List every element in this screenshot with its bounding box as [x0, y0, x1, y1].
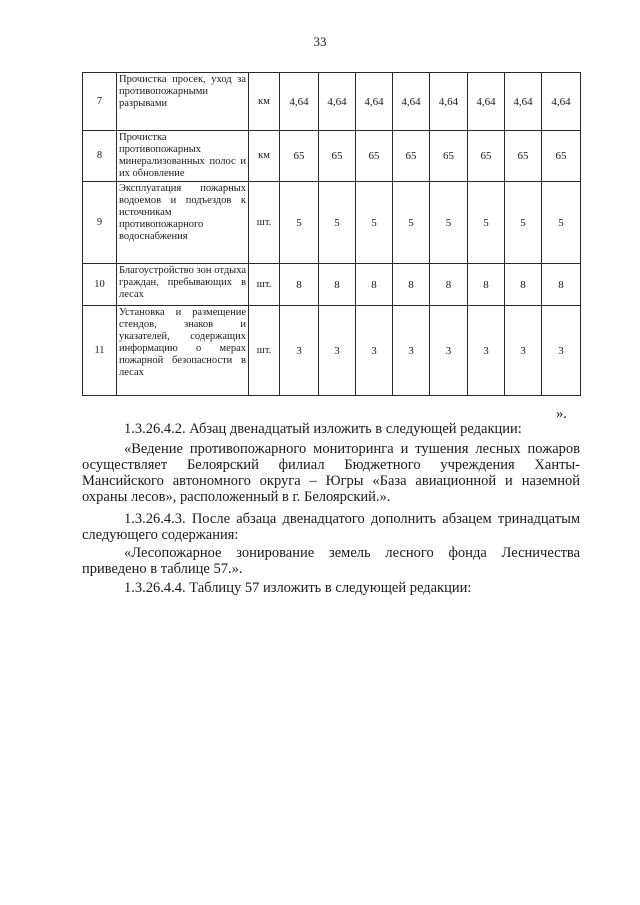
value-cell: 4,64 — [468, 73, 505, 131]
unit-cell: км — [249, 73, 280, 131]
amendment-paragraph-2: «Ведение противопожарного мониторинга и тушения лесных пожаров осуществляет Белоярский филиал Бюджетного учреждения Ханты-Мансийского автономного округа – Югры «База авиационной и наземной охраны лесов», расположенный в г. Белоярский.». — [82, 441, 580, 505]
value-cell: 65 — [468, 131, 505, 182]
value-cell: 4,64 — [356, 73, 393, 131]
value-cell: 8 — [356, 264, 393, 306]
fire-prevention-measures-table — [82, 72, 581, 396]
measure-description-cell: Прочистка противопожарных минерализованных полос и их обновление — [117, 131, 249, 182]
value-cell: 5 — [356, 182, 393, 264]
row-number-cell: 10 — [83, 264, 117, 306]
value-cell: 65 — [356, 131, 393, 182]
value-cell: 8 — [430, 264, 468, 306]
table-row — [83, 131, 581, 182]
value-cell: 5 — [542, 182, 581, 264]
value-cell: 5 — [319, 182, 356, 264]
value-cell: 8 — [393, 264, 430, 306]
value-cell: 3 — [319, 306, 356, 396]
value-cell: 65 — [542, 131, 581, 182]
value-cell: 4,64 — [319, 73, 356, 131]
paragraph-2-block — [82, 441, 580, 505]
unit-cell: шт. — [249, 264, 280, 306]
measure-description-cell: Установка и размещение стендов, знаков и указателей, содержащих информацию о мерах пожарной безопасности в лесах — [117, 306, 249, 396]
unit-cell: км — [249, 131, 280, 182]
row-number-cell: 7 — [83, 73, 117, 131]
row-number-cell: 8 — [83, 131, 117, 182]
value-cell: 8 — [280, 264, 319, 306]
amendment-paragraph-1: 1.3.26.4.2. Абзац двенадцатый изложить в следующей редакции: — [124, 421, 522, 437]
value-cell: 3 — [280, 306, 319, 396]
page-number: 33 — [313, 34, 327, 49]
value-cell: 3 — [430, 306, 468, 396]
value-cell: 4,64 — [430, 73, 468, 131]
value-cell: 4,64 — [280, 73, 319, 131]
measure-description-cell: Эксплуатация пожарных водоемов и подъездов к источникам противопожарного водоснабжения — [117, 182, 249, 264]
value-cell: 65 — [430, 131, 468, 182]
amendment-paragraph-3: 1.3.26.4.3. После абзаца двенадцатого дополнить абзацем тринадцатым следующего содержания: — [82, 511, 580, 543]
value-cell: 5 — [393, 182, 430, 264]
value-cell: 5 — [430, 182, 468, 264]
value-cell: 3 — [542, 306, 581, 396]
value-cell: 8 — [542, 264, 581, 306]
value-cell: 8 — [319, 264, 356, 306]
amendment-paragraph-5: 1.3.26.4.4. Таблицу 57 изложить в следующей редакции: — [124, 580, 472, 596]
value-cell: 65 — [505, 131, 542, 182]
table-row — [83, 73, 581, 131]
value-cell: 5 — [280, 182, 319, 264]
table-row — [83, 182, 581, 264]
row-number-cell: 9 — [83, 182, 117, 264]
closing-quote: ». — [556, 406, 567, 422]
measure-description-cell: Благоустройство зон отдыха граждан, пребывающих в лесах — [117, 264, 249, 306]
value-cell: 65 — [393, 131, 430, 182]
value-cell: 4,64 — [393, 73, 430, 131]
paragraph-1 — [82, 421, 580, 437]
value-cell: 65 — [280, 131, 319, 182]
value-cell: 3 — [468, 306, 505, 396]
value-cell: 8 — [505, 264, 542, 306]
value-cell: 4,64 — [542, 73, 581, 131]
value-cell: 3 — [356, 306, 393, 396]
unit-cell: шт. — [249, 182, 280, 264]
table-row — [83, 264, 581, 306]
paragraph-4-block — [82, 545, 580, 577]
measure-description-cell: Прочистка просек, уход за противопожарными разрывами — [117, 73, 249, 131]
value-cell: 5 — [505, 182, 542, 264]
value-cell: 5 — [468, 182, 505, 264]
value-cell: 8 — [468, 264, 505, 306]
value-cell: 3 — [393, 306, 430, 396]
paragraph-5-block — [82, 580, 580, 596]
row-number-cell: 11 — [83, 306, 117, 396]
unit-cell: шт. — [249, 306, 280, 396]
value-cell: 3 — [505, 306, 542, 396]
value-cell: 65 — [319, 131, 356, 182]
value-cell: 4,64 — [505, 73, 542, 131]
amendment-paragraph-4: «Лесопожарное зонирование земель лесного фонда Лесничества приведено в таблице 57.». — [82, 545, 580, 577]
table-row — [83, 306, 581, 396]
paragraph-3-block — [82, 511, 580, 543]
